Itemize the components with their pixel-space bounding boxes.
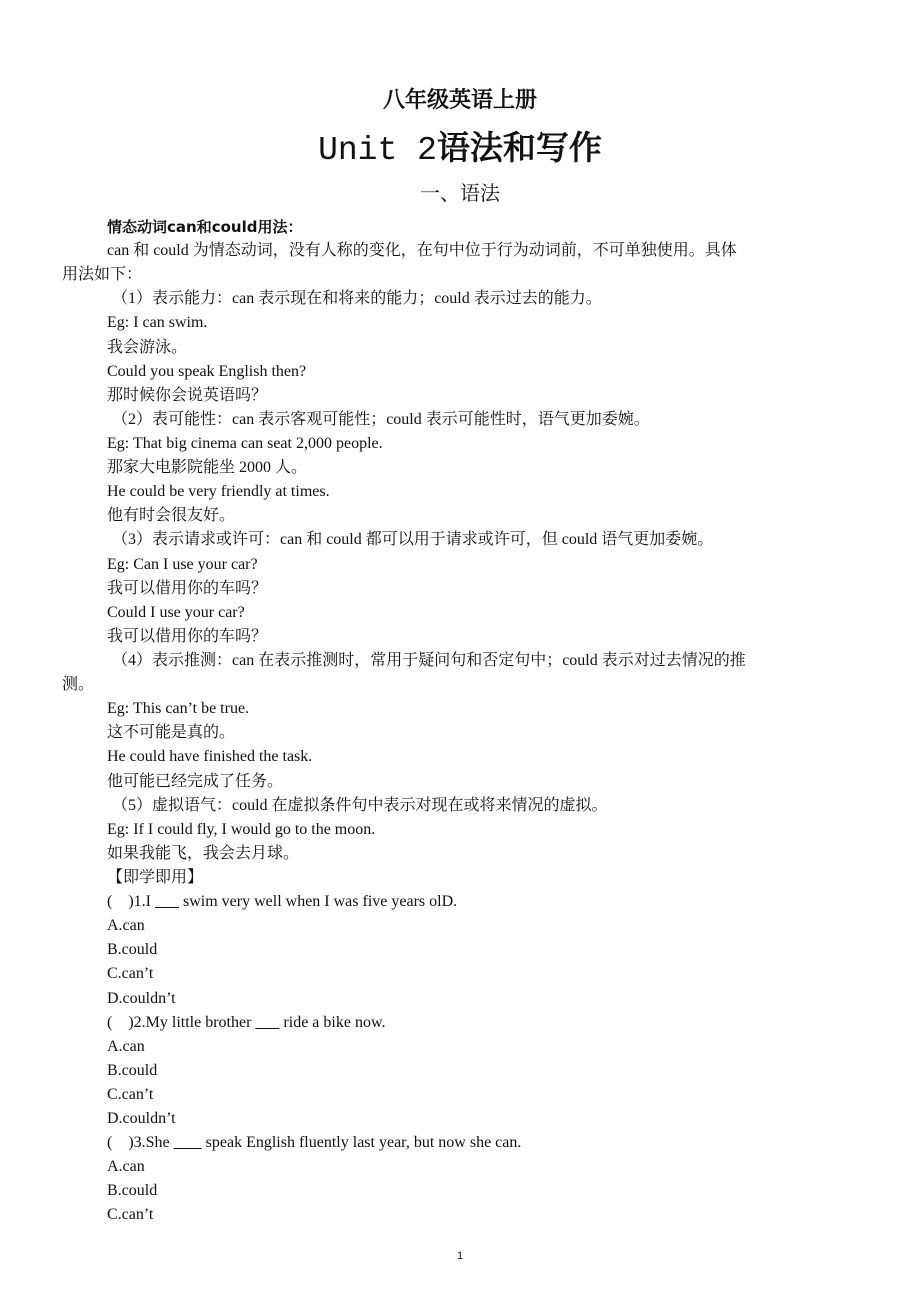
example-line: Eg: Can I use your car? (107, 555, 258, 573)
question-2 (0, 1011, 920, 1035)
page-number: 1 (456, 1250, 464, 1262)
translation-line: 我会游泳。 (107, 338, 188, 356)
exercise-heading: 【即学即用】 (107, 868, 204, 886)
usage-heading: （1）表示能力：can 表示现在和将来的能力；could 表示过去的能力。 (112, 290, 602, 308)
usage-heading: （5）虚拟语气：could 在虚拟条件句中表示对现在或将来情况的虚拟。 (112, 796, 608, 814)
option: C.can’t (107, 1085, 154, 1103)
answer-blank (174, 1134, 202, 1151)
example-line: Could you speak English then? (107, 362, 307, 380)
example-line: Eg: This can’t be true. (107, 700, 250, 718)
question-text: speak English fluently last year, but now she can. (201, 1134, 522, 1152)
option: D.couldn’t (107, 1110, 176, 1128)
translation-line: 那家大电影院能坐 2000 人。 (107, 459, 308, 477)
unit-prefix: Unit 2 (318, 132, 437, 169)
option: C.can’t (107, 965, 154, 983)
unit-title (0, 122, 920, 169)
usage-heading: （3）表示请求或许可：can 和 could 都可以用于请求或许可，但 could 语气更加委婉。 (112, 531, 714, 549)
unit-name: 语法和写作 (436, 128, 602, 167)
option: A.can (107, 917, 145, 935)
translation-line: 他有时会很友好。 (107, 507, 236, 525)
translation-line: 这不可能是真的。 (107, 724, 236, 742)
example-line: Eg: If I could fly, I would go to the moon. (107, 820, 376, 838)
example-line: He could have finished the task. (107, 748, 313, 766)
translation-line: 他可能已经完成了任务。 (107, 772, 284, 790)
paragraph-line: 用法如下： (62, 266, 143, 284)
paragraph-line: can 和 could 为情态动词，没有人称的变化，在句中位于行为动词前，不可单独使用。具体 (107, 242, 737, 260)
question-text: ride a bike now. (279, 1013, 386, 1031)
question-text: ( )3.She (107, 1134, 174, 1152)
section-title: 一、语法 (420, 181, 500, 205)
answer-blank (155, 893, 179, 910)
option: B.could (107, 1182, 158, 1200)
question-text: ( )2.My little brother (107, 1013, 256, 1031)
document-body (0, 215, 920, 1228)
usage-heading: （2）表可能性：can 表示客观可能性；could 表示可能性时，语气更加委婉。 (112, 410, 650, 428)
translation-line: 那时候你会说英语吗？ (107, 386, 268, 404)
translation-line: 我可以借用你的车吗？ (107, 627, 268, 645)
translation-line: 如果我能飞，我会去月球。 (107, 844, 300, 862)
grade-title: 八年级英语上册 (382, 88, 537, 113)
question-3 (0, 1131, 920, 1155)
example-line: Could I use your car? (107, 603, 245, 621)
answer-blank (255, 1014, 279, 1031)
question-text: ( )1.I (107, 893, 155, 911)
question-text: swim very well when I was five years olD. (178, 893, 458, 911)
option: A.can (107, 1158, 145, 1176)
option: D.couldn’t (107, 989, 176, 1007)
example-line: Eg: I can swim. (107, 314, 208, 332)
option: A.can (107, 1037, 145, 1055)
question-1 (0, 890, 920, 914)
option: C.can’t (107, 1206, 154, 1224)
usage-heading: （4）表示推测：can 在表示推测时，常用于疑问句和否定句中；could 表示对过去情况的推 (112, 651, 746, 669)
example-line: Eg: That big cinema can seat 2,000 people. (107, 434, 383, 452)
subheading: 情态动词can和could用法： (107, 218, 303, 236)
option: B.could (107, 1061, 158, 1079)
paragraph-line: 测。 (62, 676, 95, 694)
option: B.could (107, 941, 158, 959)
example-line: He could be very friendly at times. (107, 483, 330, 501)
translation-line: 我可以借用你的车吗？ (107, 579, 268, 597)
